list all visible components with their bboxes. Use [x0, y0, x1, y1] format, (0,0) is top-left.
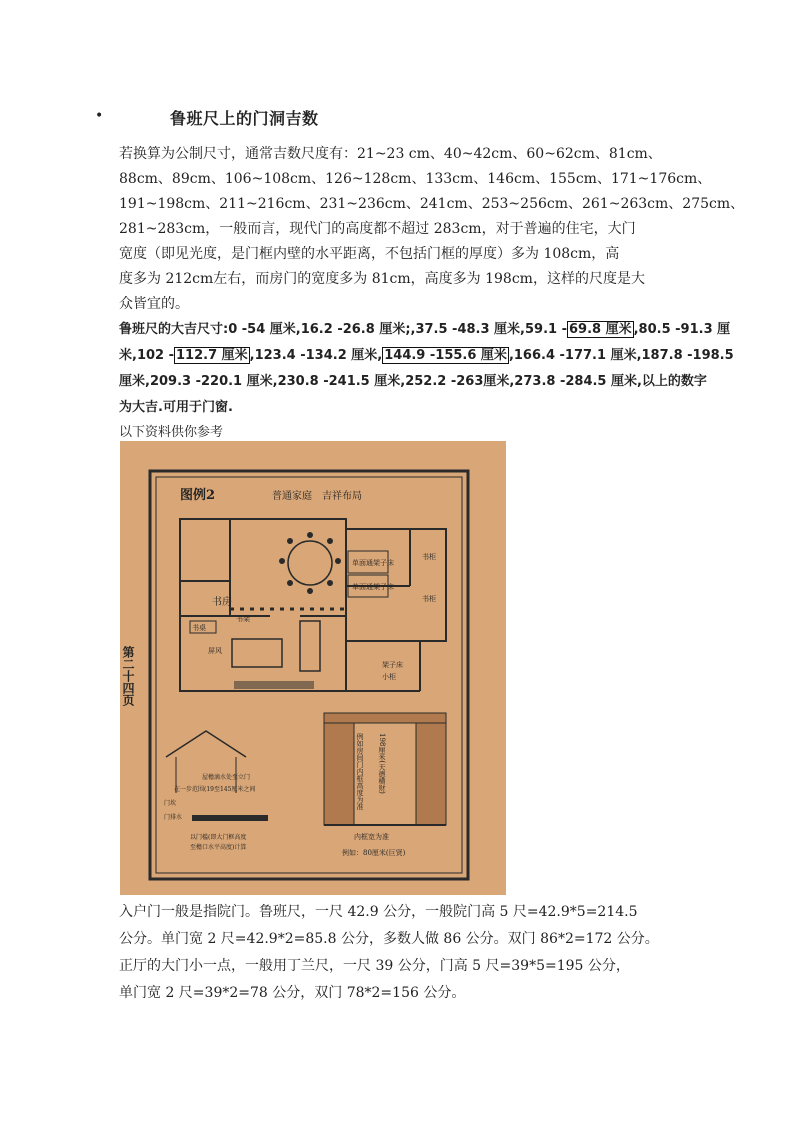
text-line [119, 343, 734, 369]
roof-diagram [166, 731, 246, 757]
highlight-box: 144.9 -155.6 厘米 [384, 348, 507, 363]
sofa [232, 639, 282, 667]
text-line: 若换算为公制尺寸，通常吉数尺度有：21~23 cm、40~42cm、60~62cm、81cm、 [119, 146, 662, 162]
text-line: 公分。单门宽 2 尺=42.9*2=85.8 公分，多数人做 86 公分。双门 86*2=172 公分。 [119, 931, 659, 947]
shelf-label: 书架 [236, 615, 250, 623]
cabinet-2-label: 书柜 [422, 595, 436, 603]
door-height-value: 198厘米(天德横财) [378, 733, 386, 794]
desk-label: 书桌 [192, 624, 206, 632]
dining-table [288, 541, 332, 585]
text-segment: ,123.4 -134.2 厘米, [249, 348, 383, 363]
legend-label: 图例2 [180, 488, 216, 503]
text-segment: 米,102 - [119, 348, 174, 363]
bullet-marker: • [95, 108, 104, 124]
figure-caption: 普通家庭 吉祥布局 [272, 491, 362, 502]
screen-label: 屏风 [208, 647, 222, 655]
paragraph-metric-sizes [119, 142, 745, 317]
note-drain: 门排水 [164, 814, 183, 821]
note-eave-height: 至檐口水平高度)计算 [190, 844, 247, 851]
text-line [119, 317, 731, 343]
tv-cabinet [234, 681, 314, 689]
bed-3-label: 架子床 [382, 661, 403, 669]
text-line: 众皆宜的。 [119, 296, 189, 312]
text-line: 281~283cm，一般而言，现代门的高度都不超过 283cm，对于普遍的住宅，大门 [119, 221, 636, 237]
threshold-bar [192, 815, 268, 821]
text-line: 宽度（即见光度，是门框内壁的水平距离，不包括门框的厚度）多为 108cm，高 [119, 246, 620, 262]
highlight-box: 69.8 厘米 [569, 322, 632, 337]
door-width-value: 例如：80厘米(巨贤) [342, 849, 406, 857]
bed-2-label: 单面通架子床 [352, 583, 394, 591]
note-threshold: 门坎 [164, 800, 177, 807]
text-line: 厘米,209.3 -220.1 厘米,230.8 -241.5 厘米,252.2 -263厘米,273.8 -284.5 厘米,以上的数字 [119, 374, 707, 389]
text-segment: ,166.4 -177.1 厘米,187.8 -198.5 [508, 348, 734, 363]
door-width-note: 内框宽为准 [354, 833, 389, 841]
study-label: 书房 [212, 597, 232, 608]
text-line: 88cm、89cm、106~108cm、126~128cm、133cm、146cm、155cm、171~176cm、 [119, 171, 712, 187]
text-segment: 鲁班尺的大吉尺寸:0 -54 厘米,16.2 -26.8 厘米;,37.5 -48.3 厘米,59.1 - [119, 322, 567, 337]
note-eave: 屋檐滴水处至立门 [202, 774, 251, 781]
highlight-box: 112.7 厘米 [176, 348, 248, 363]
paragraph-entry-doors [119, 899, 689, 1007]
text-line: 191~198cm、211~216cm、231~236cm、241cm、253~256cm、261~263cm、275cm、 [119, 196, 745, 212]
page-title: 鲁班尺上的门洞吉数 [170, 109, 319, 128]
text-line: 单门宽 2 尺=39*2=78 公分，双门 78*2=156 公分。 [119, 985, 466, 1001]
floor-plan-drawing [120, 441, 506, 895]
paragraph-luban-sizes [119, 317, 734, 421]
floor-plan-figure [120, 441, 506, 895]
text-line: 正厅的大门小一点，一般用丁兰尺，一尺 39 公分，门高 5 尺=39*5=195 公分， [119, 958, 630, 974]
text-line: 入户门一般是指院门。鲁班尺，一尺 42.9 公分，一般院门高 5 尺=42.9*5=214.5 [119, 904, 638, 920]
text-segment: ,80.5 -91.3 厘 [633, 322, 731, 337]
text-line: 为大吉.可用于门窗. [119, 400, 233, 415]
cabinet-1-label: 书柜 [422, 553, 436, 561]
note-frame-height: 以门槛(即大门框高度 [190, 834, 247, 841]
reference-note: 以下资料供你参考 [119, 425, 224, 440]
bed-1-label: 单面通架子床 [352, 559, 394, 567]
side-page-label: 第二十四页 [121, 646, 135, 706]
cabinet [300, 621, 320, 671]
door-height-note: 例如房间门内框高度为准 [356, 733, 364, 810]
small-cabinet-label: 小柜 [382, 673, 396, 681]
note-step: 在一步范围(19至145厘米之间 [174, 786, 256, 793]
text-line: 度多为 212cm左右，而房门的宽度多为 81cm，高度多为 198cm，这样的尺度是大 [119, 271, 645, 287]
